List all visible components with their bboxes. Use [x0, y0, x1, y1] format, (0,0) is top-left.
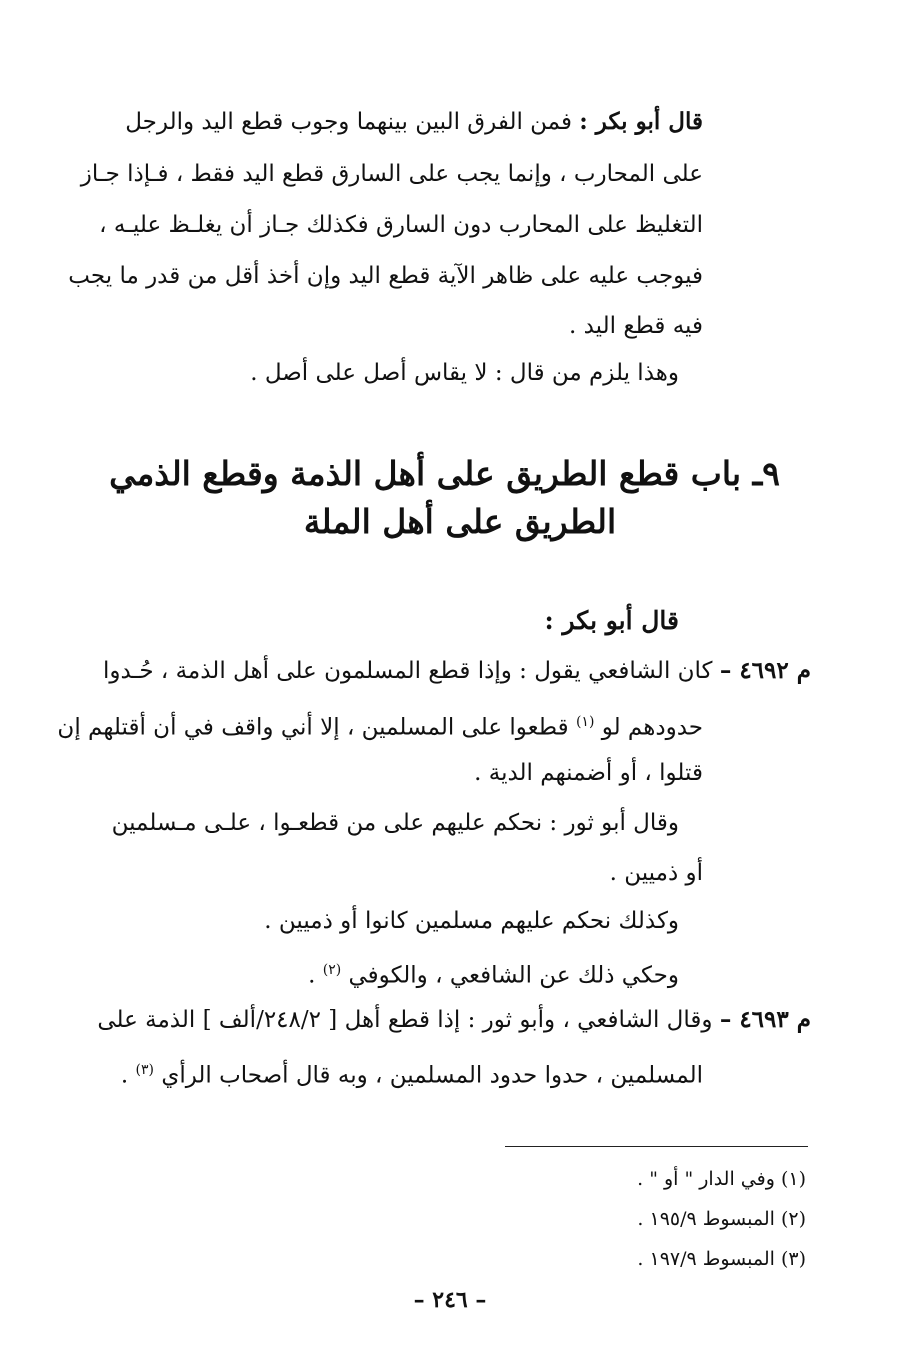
reported-line	[308, 955, 679, 991]
speaker-abu-bakr: قال أبو بكر :	[579, 108, 703, 135]
footnote-marker-1: (١)	[575, 714, 595, 730]
entry-4693-line-1	[97, 1005, 811, 1035]
footnote-separator	[505, 1146, 808, 1147]
entry-text: حدودهم لو	[601, 714, 703, 741]
chapter-heading-line-2: الطريق على أهل الملة	[303, 502, 617, 541]
footnote-number: (١)	[780, 1168, 806, 1190]
paragraph-2: وهذا يلزم من قال : لا يقاس أصل على أصل .	[250, 360, 679, 386]
entry-4692-line-3: قتلوا ، أو أضمنهم الدية .	[474, 760, 703, 786]
footnote-2	[637, 1206, 806, 1232]
entry-text: وقال الشافعي ، وأبو ثور : إذا قطع أهل [ ٢٤٨/٢/ألف ] الذمة على	[97, 1007, 713, 1033]
footnote-1	[637, 1166, 806, 1192]
paragraph-text: فمن الفرق البين بينهما وجوب قطع اليد والرجل	[125, 109, 572, 135]
entry-4693-line-2	[121, 1055, 703, 1091]
paragraph-1-line-3: التغليظ على المحارب دون السارق فكذلك جـاز أن يغلـظ عليـه ،	[99, 212, 703, 238]
entry-4692-line-2	[57, 707, 703, 743]
entry-number: م ٤٦٩٣ –	[719, 1006, 811, 1033]
footnote-number: (٢)	[780, 1208, 806, 1230]
footnote-marker-3: (٣)	[135, 1062, 154, 1078]
chapter-heading-line-1: ٩ـ باب قطع الطريق على أهل الذمة وقطع الذمي	[109, 454, 780, 493]
entry-text: .	[308, 962, 316, 989]
paragraph-1-line-5: فيه قطع اليد .	[568, 313, 703, 339]
entry-number: م ٤٦٩٢ –	[719, 657, 811, 684]
entry-text: المسلمين ، حدوا حدود المسلمين ، وبه قال أصحاب الرأي	[161, 1062, 703, 1089]
abu-thawr-line-1: وقال أبو ثور : نحكم عليهم على من قطعـوا ، علـى مـسلمين	[111, 810, 679, 836]
entry-text: قطعوا على المسلمين ، إلا أني واقف في أن أقتلهم إن	[57, 714, 569, 741]
entry-text: .	[120, 1062, 129, 1089]
footnote-marker-2: (٢)	[322, 962, 342, 978]
paragraph-1-line-2: على المحارب ، وإنما يجب على السارق قطع اليد فقط ، فـإذا جـاز	[80, 161, 703, 187]
page-number: – ٢٤٦ –	[413, 1287, 487, 1313]
footnote-text: المبسوط ١٩٧/٩ .	[637, 1248, 775, 1270]
entry-text: كان الشافعي يقول : وإذا قطع المسلمون على أهل الذمة ، حُـدوا	[103, 658, 713, 684]
also-line: وكذلك نحكم عليهم مسلمين كانوا أو ذميين .	[264, 908, 679, 934]
footnote-number: (٣)	[780, 1248, 806, 1270]
entry-4692-line-1	[103, 656, 811, 686]
paragraph-1-line-1	[125, 107, 703, 137]
paragraph-1-line-4: فيوجب عليه على ظاهر الآية قطع اليد وإن أخذ أقل من قدر ما يجب	[68, 263, 703, 289]
entry-text: وحكي ذلك عن الشافعي ، والكوفي	[348, 962, 679, 989]
abu-thawr-line-2: أو ذميين .	[609, 860, 703, 886]
footnote-text: المبسوط ١٩٥/٩ .	[637, 1208, 775, 1230]
intro-speaker: قال أبو بكر :	[544, 606, 679, 635]
footnote-text: وفي الدار " أو " .	[637, 1168, 775, 1190]
footnote-3	[637, 1246, 806, 1272]
